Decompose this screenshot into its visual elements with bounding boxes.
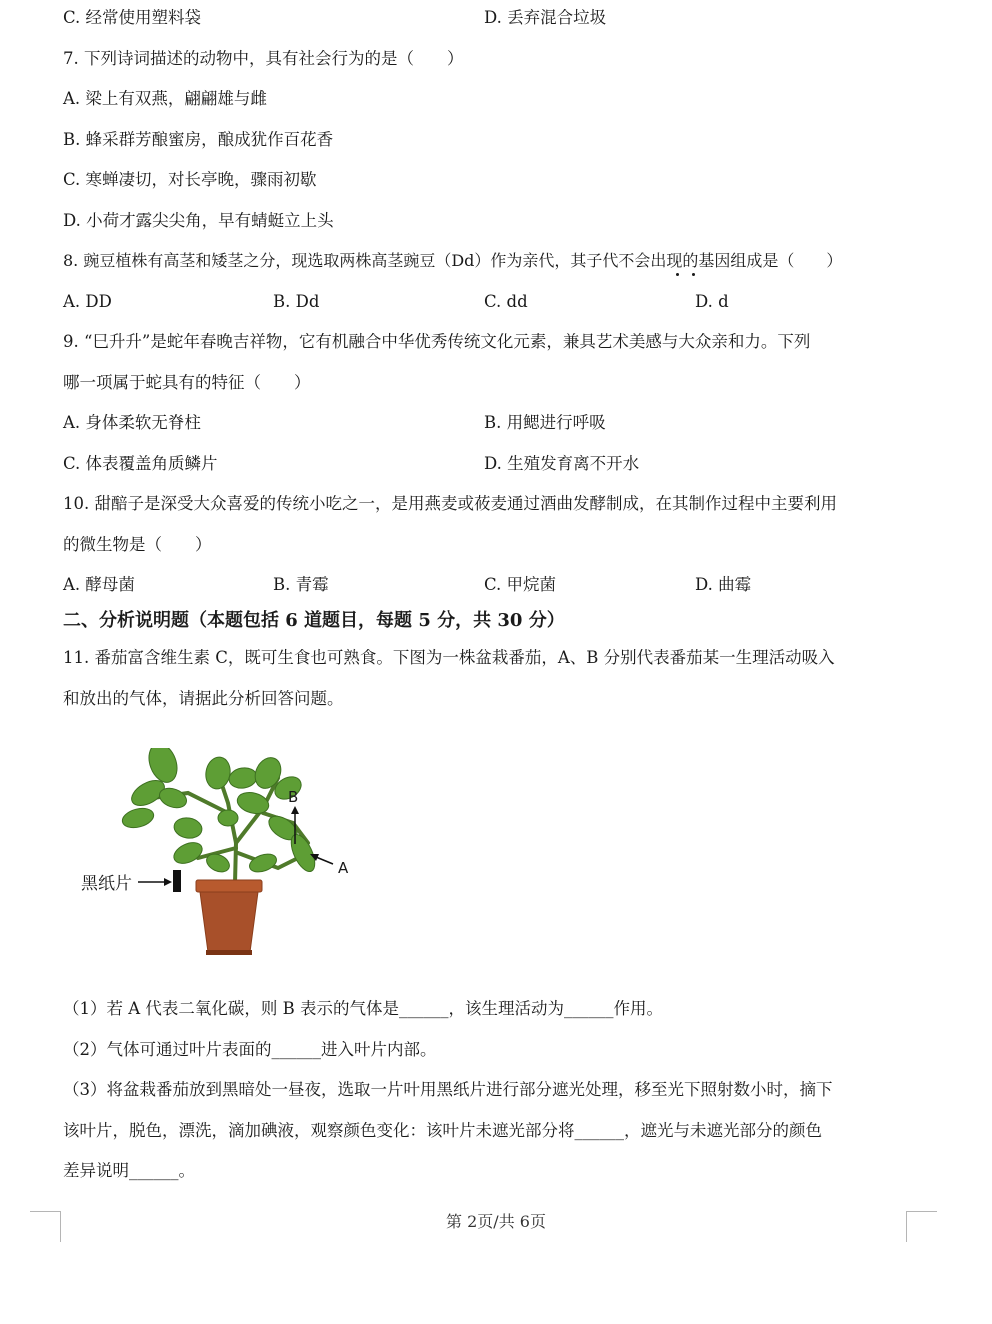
section-heading: 二、分析说明题（本题包括 6 道题目，每题 5 分，共 30 分） — [63, 610, 565, 631]
q6-option-c: C. 经常使用塑料袋 — [63, 8, 202, 27]
q8-stem: 8. 豌豆植株有高茎和矮茎之分，现选取两株高茎豌豆（Dd）作为亲代，其子代不会出现的基因组成是（ ） — [63, 251, 843, 270]
q8-option-d: D. d — [695, 292, 729, 311]
q11-stem-line2: 和放出的气体，请据此分析回答问题。 — [63, 689, 344, 708]
q7-option-b: B. 蜂采群芳酿蜜房，酿成犹作百花香 — [63, 130, 334, 149]
q10-option-c: C. 甲烷菌 — [484, 575, 557, 594]
q10-option-a: A. 酵母菌 — [63, 575, 135, 594]
page-number: 第 2页/共 6页 — [446, 1212, 546, 1231]
emphasis-dot — [676, 273, 679, 276]
q11-sub1: （1）若 A 代表二氧化碳，则 B 表示的气体是______，该生理活动为______作用。 — [63, 999, 664, 1018]
q9-option-b: B. 用鳃进行呼吸 — [484, 413, 606, 432]
q11-sub3-line1: （3）将盆栽番茄放到黑暗处一昼夜，选取一片叶用黑纸片进行部分遮光处理，移至光下照射数小时，摘下 — [63, 1080, 833, 1099]
q7-option-a: A. 梁上有双燕，翩翩雄与雌 — [63, 89, 267, 108]
q10-stem-line1: 10. 甜醅子是深受大众喜爱的传统小吃之一，是用燕麦或莜麦通过酒曲发酵制成，在其制作过程中主要利用 — [63, 494, 837, 513]
q7-option-c: C. 寒蝉凄切，对长亭晚，骤雨初歇 — [63, 170, 317, 189]
q11-sub3-line2: 该叶片，脱色，漂洗，滴加碘液，观察颜色变化：该叶片未遮光部分将______，遮光与未遮光部分的颜色 — [63, 1121, 822, 1140]
q10-option-b: B. 青霉 — [273, 575, 329, 594]
q11-stem-line1: 11. 番茄富含维生素 C，既可生食也可熟食。下图为一株盆栽番茄，A、B 分别代表番茄某一生理活动吸入 — [63, 648, 835, 667]
q8-option-a: A. DD — [63, 292, 112, 311]
q7-option-d: D. 小荷才露尖尖角，早有蜻蜓立上头 — [63, 211, 334, 230]
label-b: B — [288, 788, 299, 806]
q10-option-d: D. 曲霉 — [695, 575, 752, 594]
q9-option-c: C. 体表覆盖角质鳞片 — [63, 454, 218, 473]
tomato-plant-illustration — [78, 748, 378, 963]
tomato-plant-figure — [78, 748, 378, 963]
emphasis-dot — [692, 273, 695, 276]
label-a: A — [338, 859, 349, 877]
q10-stem-line2: 的微生物是（ ） — [63, 535, 212, 554]
label-black-paper: 黑纸片 — [81, 874, 132, 894]
q8-option-b: B. Dd — [273, 292, 320, 311]
q6-option-d: D. 丢弃混合垃圾 — [484, 8, 607, 27]
q9-stem-line2: 哪一项属于蛇具有的特征（ ） — [63, 373, 311, 392]
q11-sub2: （2）气体可通过叶片表面的______进入叶片内部。 — [63, 1040, 437, 1059]
q9-stem-line1: 9. “巳升升”是蛇年春晚吉祥物，它有机融合中华优秀传统文化元素，兼具艺术美感与大众亲和力。下列 — [63, 332, 811, 351]
q11-sub3-line3: 差异说明______。 — [63, 1161, 195, 1180]
q8-option-c: C. dd — [484, 292, 528, 311]
q9-option-d: D. 生殖发育离不开水 — [484, 454, 640, 473]
q7-stem: 7. 下列诗词描述的动物中，具有社会行为的是（ ） — [63, 49, 464, 68]
q9-option-a: A. 身体柔软无脊柱 — [63, 413, 201, 432]
